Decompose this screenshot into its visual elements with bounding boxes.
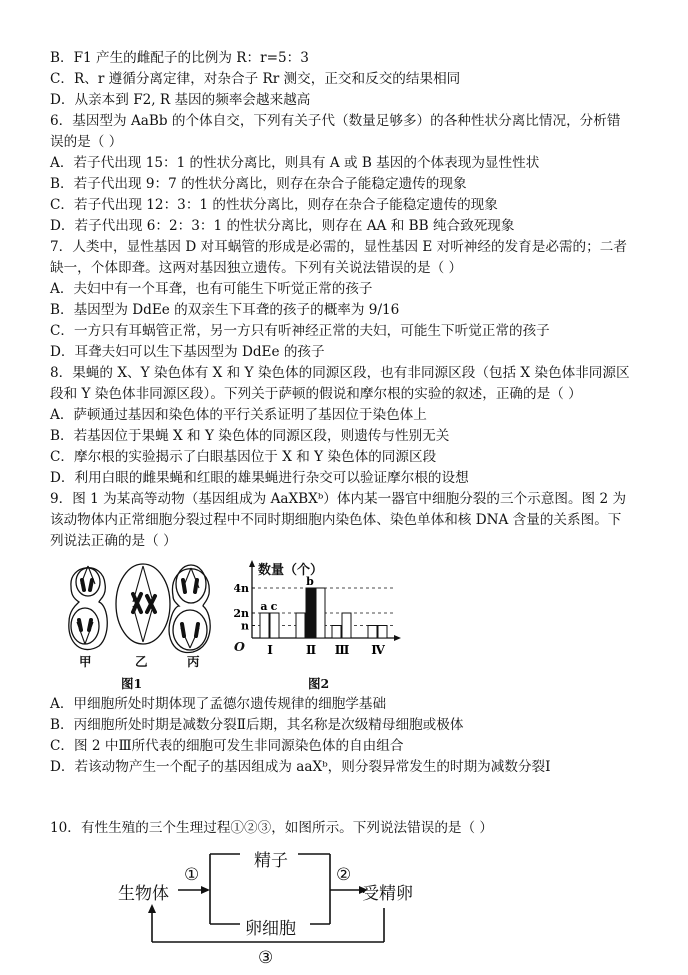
option-c: C．摩尔根的实验揭示了白眼基因位于 X 和 Y 染色体的同源区段 (50, 449, 437, 465)
bar-c (316, 588, 325, 638)
x-axis-arrow (394, 635, 401, 641)
bar-c (342, 613, 351, 638)
y-tick-label: 4n (234, 582, 249, 595)
egg-label: 卵细胞 (245, 919, 296, 939)
question-6-stem: 6．基因型为 AaBb 的个体自交，下列有关子代（数量足够多）的各种性状分离比情况，分析错 (50, 113, 621, 129)
bar-a (332, 626, 341, 639)
bar-c (378, 626, 387, 639)
question-8-stem: 8．果蝇的 X、Y 染色体有 X 和 Y 染色体的同源区段，也有非同源区段（包括 X 染色体非同源区 (50, 365, 630, 381)
question-8-stem: 段和 Y 染色体非同源区段）。下列关于萨顿的假说和摩尔根的实验的叙述，正确的是（ ） (50, 386, 582, 402)
bar-label-b: b (306, 575, 314, 588)
y-tick-label: 2n (234, 607, 249, 620)
bar-label-c: c (270, 600, 278, 613)
y-tick-label: n (241, 619, 249, 633)
option-b: B．若基因位于果蝇 X 和 Y 染色体的同源区段，则遗传与性别无关 (50, 428, 450, 444)
option-a: A．萨顿通过基因和染色体的平行关系证明了基因位于染色体上 (50, 407, 427, 423)
text-line: C．R、r 遵循分离定律，对杂合子 Rr 测交，正交和反交的结果相同 (50, 71, 461, 87)
question-9-stem: 列说法正确的是（ ） (50, 533, 177, 549)
option-d: D．若该动物产生一个配子的基因组成为 aaXᵇ，则分裂异常发生的时期为减数分裂Ⅰ (50, 759, 551, 775)
figure-1-caption: 图1 (121, 676, 143, 691)
step-2-label: ② (336, 865, 352, 885)
cell-division-drawing (63, 556, 235, 692)
step-3-label: ③ (258, 948, 274, 968)
option-a: A．若子代出现 15：1 的性状分离比，则具有 A 或 B 基因的个体表现为显性性状 (50, 155, 540, 171)
cell-label-bing: 丙 (187, 654, 200, 669)
option-c: C．若子代出现 12：3：1 的性状分离比，则存在杂合子能稳定遗传的现象 (50, 197, 498, 213)
x-tick-label: Ⅱ (305, 643, 317, 657)
figure-1-cells (63, 556, 235, 692)
option-d: D．耳聋夫妇可以生下基因型为 DdEe 的孩子 (50, 344, 325, 360)
organism-label: 生物体 (118, 884, 169, 904)
bar-a (296, 613, 305, 638)
cell-label-yi: 乙 (135, 654, 148, 669)
x-tick-label: Ⅲ (334, 643, 350, 657)
y-axis-arrow (249, 560, 255, 567)
option-b: B．基因型为 DdEe 的双亲生下耳聋的孩子的概率为 9/16 (50, 302, 400, 318)
question-7-stem: 缺一，个体即聋。这两对基因独立遗传。下列有关说法错误的是（ ） (50, 260, 463, 276)
axis-origin: O (234, 639, 245, 654)
y-axis-title: 数量（个） (258, 563, 324, 578)
figure-2-chart (234, 556, 404, 692)
option-b: B．丙细胞所处时期是减数分裂Ⅱ后期，其名称是次级精母细胞或极体 (50, 717, 464, 733)
question-6-stem: 误的是（ ） (50, 134, 123, 150)
reproduction-diagram (118, 846, 578, 971)
bar-label-a: a (260, 600, 268, 613)
step-1-label: ① (184, 865, 200, 885)
option-d: D．若子代出现 6：2：3：1 的性状分离比，则存在 AA 和 BB 纯合致死现象 (50, 218, 515, 234)
question-7-stem: 7．人类中，显性基因 D 对耳蜗管的形成是必需的，显性基因 E 对听神经的发育是必需的；二者 (50, 239, 627, 255)
question-10-stem: 10．有性生殖的三个生理过程①②③，如图所示。下列说法错误的是（ ） (50, 820, 494, 836)
question-9-stem: 该动物体内正常细胞分裂过程中不同时期细胞内染色体、染色单体和核 DNA 含量的关系图。下 (50, 512, 622, 528)
option-b: B．若子代出现 9：7 的性状分离比，则存在杂合子能稳定遗传的现象 (50, 176, 467, 192)
text-line: B．F1 产生的雌配子的比例为 R：r=5：3 (50, 50, 309, 66)
option-d: D．利用白眼的雌果蝇和红眼的雄果蝇进行杂交可以验证摩尔根的设想 (50, 470, 469, 486)
bar-a (260, 613, 269, 638)
text-line: D．从亲本到 F2, R 基因的频率会越来越高 (50, 92, 311, 108)
figure-2-caption: 图2 (308, 676, 330, 691)
x-tick-label: Ⅳ (371, 643, 385, 657)
bar-a (368, 626, 377, 639)
sperm-label: 精子 (254, 851, 288, 871)
bar-b (306, 588, 315, 638)
cell-label-jia: 甲 (79, 654, 92, 669)
bar-c (270, 613, 279, 638)
option-c: C．一方只有耳蜗管正常，另一方只有听神经正常的夫妇，可能生下听觉正常的孩子 (50, 323, 550, 339)
zygote-label: 受精卵 (362, 884, 413, 904)
option-a: A．夫妇中有一个耳聋，也有可能生下听觉正常的孩子 (50, 281, 373, 297)
question-9-stem: 9．图 1 为某高等动物（基因组成为 AaXBXᵇ）体内某一器官中细胞分裂的三个示意图。图 2 为 (50, 491, 627, 507)
option-a: A．甲细胞所处时期体现了孟德尔遗传规律的细胞学基础 (50, 696, 387, 712)
x-tick-label: Ⅰ (267, 643, 273, 657)
option-c: C．图 2 中Ⅲ所代表的细胞可发生非同源染色体的自由组合 (50, 738, 404, 754)
